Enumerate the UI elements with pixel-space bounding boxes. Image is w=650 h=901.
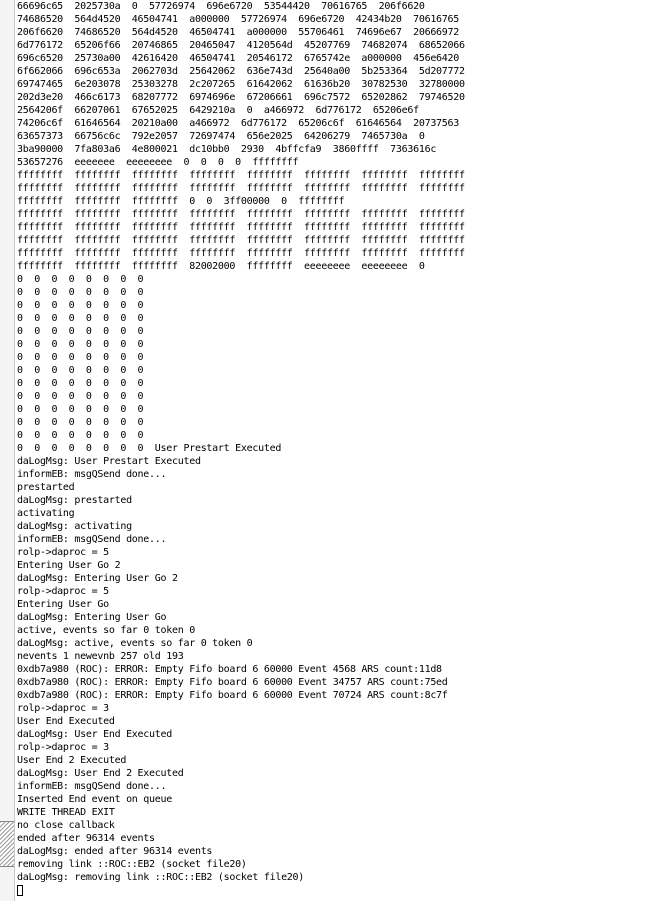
terminal-line: [17, 884, 650, 897]
terminal-line: 53657276 eeeeeee eeeeeeee 0 0 0 0 ffffffff: [17, 157, 299, 168]
terminal-line: active, events so far 0 token 0: [17, 625, 195, 636]
terminal-line: 0 0 0 0 0 0 0 0: [17, 352, 144, 363]
terminal-line: daLogMsg: removing link ::ROC::EB2 (socket file20): [17, 872, 305, 883]
terminal-line: informEB: msgQSend done...: [17, 781, 167, 792]
terminal-output: [17, 0, 650, 897]
terminal-line: informEB: msgQSend done...: [17, 469, 167, 480]
terminal-line: 0xdb7a980 (ROC): ERROR: Empty Fifo board 6 60000 Event 4568 ARS count:11d8: [17, 664, 442, 675]
terminal-line: 0xdb7a980 (ROC): ERROR: Empty Fifo board 6 60000 Event 34757 ARS count:75ed: [17, 677, 448, 688]
terminal-line: ffffffff ffffffff ffffffff ffffffff ffffffff ffffffff ffffffff ffffffff: [17, 209, 465, 220]
terminal-line: 0 0 0 0 0 0 0 0: [17, 300, 144, 311]
terminal-line: ffffffff ffffffff ffffffff 82002000 ffffffff eeeeeeee eeeeeeee 0: [17, 261, 425, 272]
terminal-line: rolp->daproc = 3: [17, 703, 109, 714]
terminal-line: 6f662066 696c653a 2062703d 25642062 636e743d 25640a00 5b253364 5d207772: [17, 66, 465, 77]
terminal-line: Entering User Go: [17, 599, 109, 610]
terminal-line: 0 0 0 0 0 0 0 0: [17, 274, 144, 285]
terminal-line: 0 0 0 0 0 0 0 0: [17, 365, 144, 376]
terminal-line: daLogMsg: Entering User Go 2: [17, 573, 178, 584]
terminal-line: 0 0 0 0 0 0 0 0: [17, 326, 144, 337]
terminal-line: daLogMsg: Entering User Go: [17, 612, 167, 623]
terminal-line: User End Executed: [17, 716, 115, 727]
terminal-line: 0 0 0 0 0 0 0 0: [17, 287, 144, 298]
terminal-line: 2564206f 66207061 67652025 6429210a 0 a466972 6d776172 65206e6f: [17, 105, 419, 116]
scrollbar-thumb[interactable]: [0, 821, 14, 867]
terminal-line: rolp->daproc = 3: [17, 742, 109, 753]
terminal-line: prestarted: [17, 482, 75, 493]
terminal-line: ffffffff ffffffff ffffffff ffffffff ffffffff ffffffff ffffffff ffffffff: [17, 222, 465, 233]
terminal-line: daLogMsg: User Prestart Executed: [17, 456, 201, 467]
terminal-line: Inserted End event on queue: [17, 794, 172, 805]
terminal-line: User End 2 Executed: [17, 755, 127, 766]
terminal-line: informEB: msgQSend done...: [17, 534, 167, 545]
terminal-line: 0 0 0 0 0 0 0 0: [17, 391, 144, 402]
terminal-line: no close callback: [17, 820, 115, 831]
terminal-line: 0 0 0 0 0 0 0 0: [17, 417, 144, 428]
terminal-line: activating: [17, 508, 75, 519]
terminal-line: rolp->daproc = 5: [17, 586, 109, 597]
terminal-line: Entering User Go 2: [17, 560, 121, 571]
terminal-line: removing link ::ROC::EB2 (socket file20): [17, 859, 247, 870]
terminal-line: 0 0 0 0 0 0 0 0: [17, 404, 144, 415]
terminal-line: 696c6520 25730a00 42616420 46504741 20546172 6765742e a000000 456e6420: [17, 53, 460, 64]
terminal-line: daLogMsg: ended after 96314 events: [17, 846, 213, 857]
scrollbar[interactable]: [0, 0, 15, 901]
terminal-line: 74206c6f 61646564 20210a00 a466972 6d776172 65206c6f 61646564 20737563: [17, 118, 460, 129]
terminal-line: daLogMsg: prestarted: [17, 495, 132, 506]
terminal-line: 69747465 6e203078 25303278 2c207265 61642062 61636b20 30782530 32780000: [17, 79, 465, 90]
terminal-line: WRITE THREAD EXIT: [17, 807, 115, 818]
terminal-line: 63657373 66756c6c 792e2057 72697474 656e2025 64206279 7465730a 0: [17, 131, 425, 142]
terminal-line: 66696c65 2025730a 0 57726974 696e6720 53544420 70616765 206f6620: [17, 1, 425, 12]
terminal-line: daLogMsg: User End Executed: [17, 729, 172, 740]
terminal-line: daLogMsg: active, events so far 0 token 0: [17, 638, 253, 649]
terminal-line: ffffffff ffffffff ffffffff ffffffff ffffffff ffffffff ffffffff ffffffff: [17, 235, 465, 246]
terminal-line: ffffffff ffffffff ffffffff ffffffff ffffffff ffffffff ffffffff ffffffff: [17, 170, 465, 181]
text-cursor: [17, 885, 23, 896]
terminal-line: 0 0 0 0 0 0 0 0 User Prestart Executed: [17, 443, 282, 454]
terminal-line: 202d3e20 466c6173 68207772 6974696e 67206661 696c7572 65202862 79746520: [17, 92, 465, 103]
terminal-line: 0 0 0 0 0 0 0 0: [17, 339, 144, 350]
terminal-line: ffffffff ffffffff ffffffff ffffffff ffffffff ffffffff ffffffff ffffffff: [17, 183, 465, 194]
terminal-line: 0 0 0 0 0 0 0 0: [17, 378, 144, 389]
terminal-line: 74686520 564d4520 46504741 a000000 57726974 696e6720 42434b20 70616765: [17, 14, 460, 25]
terminal-line: daLogMsg: activating: [17, 521, 132, 532]
terminal-line: ffffffff ffffffff ffffffff 0 0 3ff00000 0 ffffffff: [17, 196, 345, 207]
terminal-line: 0 0 0 0 0 0 0 0: [17, 313, 144, 324]
terminal-line: nevents 1 newevnb 257 old 193: [17, 651, 184, 662]
terminal-line: 206f6620 74686520 564d4520 46504741 a000000 55706461 74696e67 20666972: [17, 27, 460, 38]
terminal-line: ended after 96314 events: [17, 833, 155, 844]
terminal-line: daLogMsg: User End 2 Executed: [17, 768, 184, 779]
terminal-line: 0xdb7a980 (ROC): ERROR: Empty Fifo board 6 60000 Event 70724 ARS count:8c7f: [17, 690, 448, 701]
terminal-line: 0 0 0 0 0 0 0 0: [17, 430, 144, 441]
terminal-line: rolp->daproc = 5: [17, 547, 109, 558]
terminal-line: ffffffff ffffffff ffffffff ffffffff ffffffff ffffffff ffffffff ffffffff: [17, 248, 465, 259]
terminal-line: 3ba90000 7fa803a6 4e800021 dc10bb0 2930 4bffcfa9 3860ffff 7363616c: [17, 144, 437, 155]
terminal-line: 6d776172 65206f66 20746865 20465047 4120564d 45207769 74682074 68652066: [17, 40, 465, 51]
